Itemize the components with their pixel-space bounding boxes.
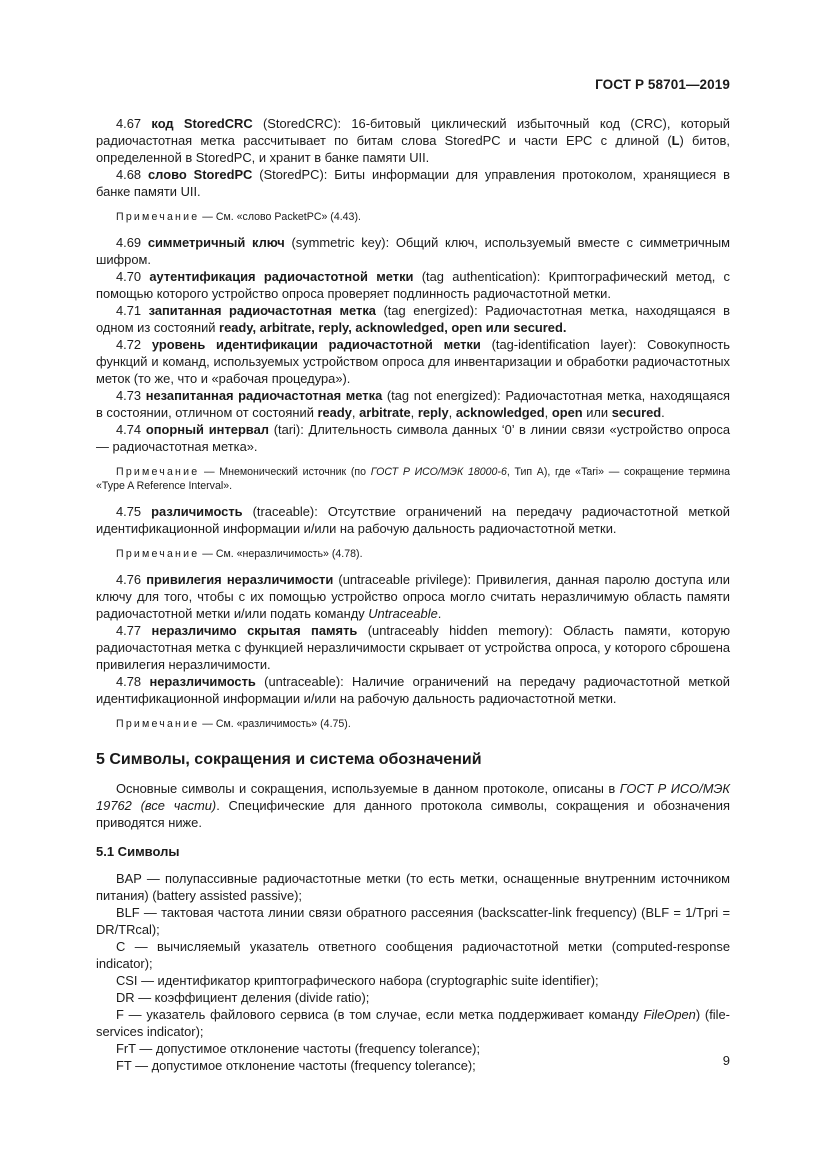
symbol-item: FrT — допустимое отклонение частоты (frequency tolerance); bbox=[116, 1041, 481, 1056]
symbol-item: C — вычисляемый указатель ответного сообщения радиочастотной метки (computed-response indicator); bbox=[96, 939, 730, 971]
term-4-74: 4.74 опорный интервал (tari): Длительность символа данных ‘0’ в линии связи «устройство опроса — радиочастотная метка». bbox=[96, 422, 730, 454]
term-4-77: 4.77 неразличимо скрытая память (untraceably hidden memory): Область памяти, которую радиочастотная метка с функцией неразличимости скрывает от устройства опроса, у которого сброшена привилегия неразличимости. bbox=[96, 623, 730, 672]
document-body bbox=[96, 115, 730, 1074]
symbol-item: DR — коэффициент деления (divide ratio); bbox=[116, 990, 370, 1005]
symbol-item: FT — допустимое отклонение частоты (frequency tolerance); bbox=[116, 1058, 476, 1073]
term-4-78: 4.78 неразличимость (untraceable): Наличие ограничений на передачу радиочастотной меткой идентификационной информации и/или на рабочую дальность радиочастотной метки. bbox=[96, 674, 730, 706]
term-4-68: 4.68 слово StoredPC (StoredPC): Биты информации для управления протоколом, хранящиеся в банке памяти UII. bbox=[96, 167, 730, 199]
note-4-78: Примечание — См. «различимость» (4.75). bbox=[116, 718, 351, 730]
term-4-75: 4.75 различимость (traceable): Отсутствие ограничений на передачу радиочастотной меткой идентификационной информации и/или на рабочую дальность радиочастотной метки. bbox=[96, 504, 730, 536]
symbol-item: BLF — тактовая частота линии связи обратного рассеяния (backscatter-link frequency) (BLF = 1/Tpri = DR/TRcal); bbox=[96, 905, 730, 937]
term-4-67: 4.67 код StoredCRC (StoredCRC): 16-битовый циклический избыточный код (CRC), который радиочастотная метка рассчитывает по битам слова StoredPC и части ЕРС с длиной (L) битов, определенной в StoredPC, и хранит в банке памяти UII. bbox=[96, 116, 730, 165]
section-5-heading: 5 Символы, сокращения и система обозначений bbox=[96, 751, 482, 768]
term-4-71: 4.71 запитанная радиочастотная метка (tag energized): Радиочастотная метка, находящаяся в одном из состояний ready, arbitrate, reply, acknowledged, open или secured. bbox=[96, 303, 730, 335]
symbol-item: BAP — полупассивные радиочастотные метки (то есть метки, оснащенные внутренним источником питания) (battery assisted passive); bbox=[96, 871, 730, 903]
section-5-intro: Основные символы и сокращения, используемые в данном протоколе, описаны в ГОСТ Р ИСО/МЭК 19762 (все части). Специфические для данного протокола символы, сокращения и обозначения приводятся ниже. bbox=[96, 781, 730, 830]
term-4-72: 4.72 уровень идентификации радиочастотной метки (tag-identification layer): Совокупность функций и команд, используемых устройством опроса для инвентаризации и обработки радиочастотных меток (то же, что и «рабочая процедура»). bbox=[96, 337, 731, 386]
symbol-item: CSI — идентификатор криптографического набора (cryptographic suite identifier); bbox=[116, 973, 599, 988]
note-4-75: Примечание — См. «неразличимость» (4.78). bbox=[116, 548, 363, 560]
term-4-70: 4.70 аутентификация радиочастотной метки (tag authentication): Криптографический метод, с помощью которого устройство опроса проверяет подлинность радиочастотной метки. bbox=[96, 269, 730, 301]
document-header-code: ГОСТ Р 58701—2019 bbox=[595, 77, 730, 92]
note-4-74: Примечание — Мнемонический источник (по ГОСТ Р ИСО/МЭК 18000-6, Тип А), где «Tari» — сокращение термина «Type A Reference Interval». bbox=[96, 466, 730, 492]
page-number: 9 bbox=[722, 1053, 730, 1068]
section-5-1-heading: 5.1 Символы bbox=[96, 844, 180, 859]
note-4-68: Примечание — См. «слово PacketPC» (4.43). bbox=[116, 211, 361, 223]
term-4-69: 4.69 симметричный ключ (symmetric key): Общий ключ, используемый вместе с симметричным шифром. bbox=[96, 235, 730, 267]
term-4-76: 4.76 привилегия неразличимости (untraceable privilege): Привилегия, данная паролю доступа или ключу для того, чтобы с их помощью устройство опроса могло считать неразличимую область памяти радиочастотной метки и/или подать команду Untraceable. bbox=[96, 572, 730, 621]
term-4-73: 4.73 незапитанная радиочастотная метка (tag not energized): Радиочастотная метка, находящаяся в состоянии, отличном от состояний ready, arbitrate, reply, acknowledged, open или secured. bbox=[96, 388, 730, 420]
symbol-item-f: F — указатель файлового сервиса (в том случае, если метка поддерживает команду FileOpen) (file-services indicator); bbox=[96, 1007, 730, 1039]
